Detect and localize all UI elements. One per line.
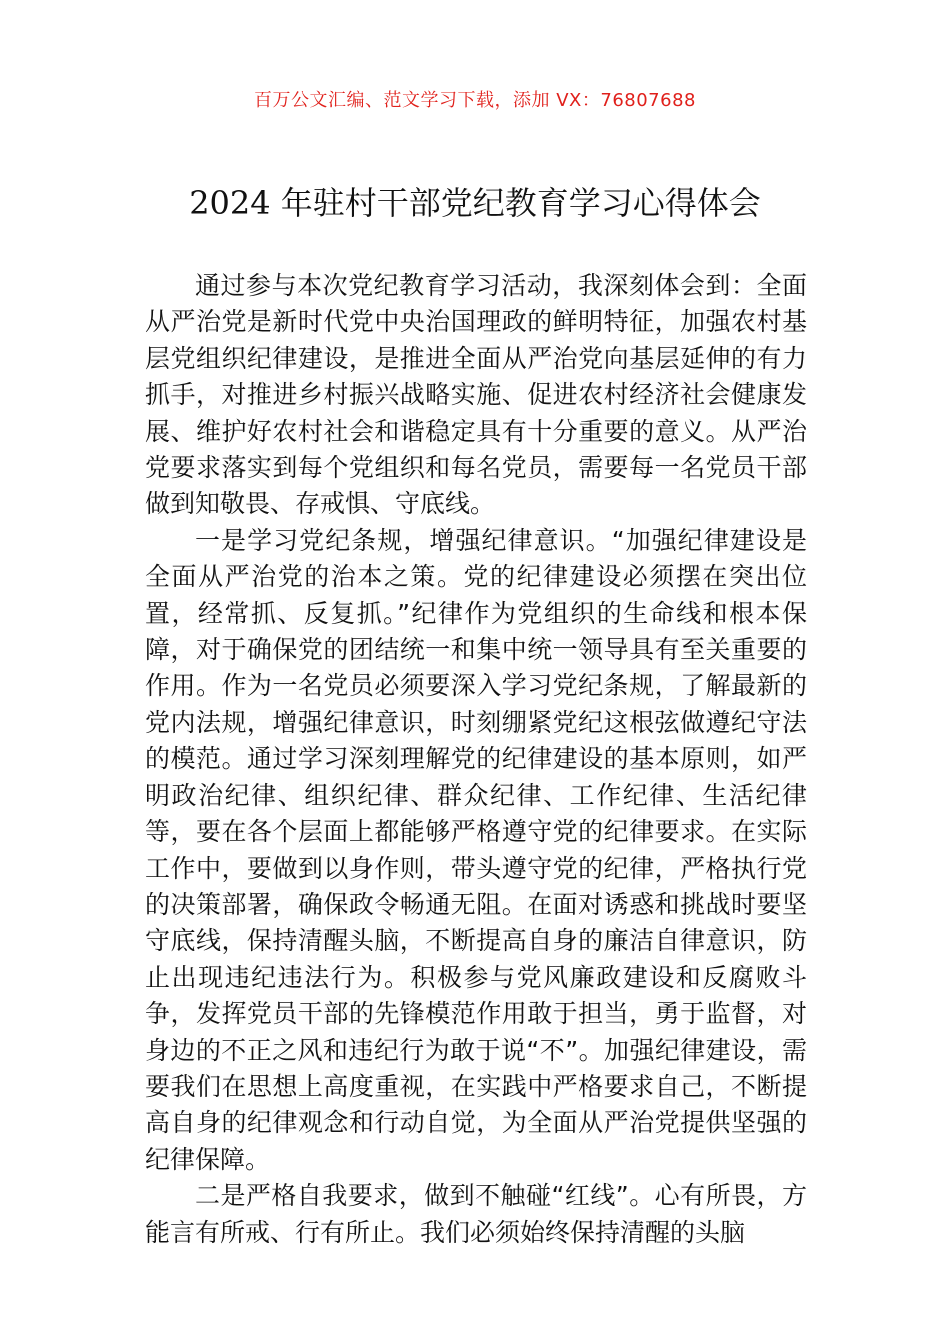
watermark-text: 百万公文汇编、范文学习下载，添加 VX：76807688 [254, 90, 696, 111]
document-title: 2024 年驻村干部党纪教育学习心得体会 [189, 184, 761, 222]
paragraph-2: 一是学习党纪条规，增强纪律意识。“加强纪律建设是全面从严治党的治本之策。党的纪律建设必须摆在突出位置，经常抓、反复抓。”纪律作为党组织的生命线和根本保障，对于确保党的团结统一和集中统一领导具有至关重要的作用。作为一名党员必须要深入学习党纪条规，了解最新的党内法规，增强纪律意识，时刻绷紧党纪这根弦做遵纪守法的模范。通过学习深刻理解党的纪律建设的基本原则，如严明政治纪律、组织纪律、群众纪律、工作纪律、生活纪律等，要在各个层面上都能够严格遵守党的纪律要求。在实际工作中，要做到以身作则，带头遵守党的纪律，严格执行党的决策部署，确保政令畅通无阻。在面对诱惑和挑战时要坚守底线，保持清醒头脑，不断提高自身的廉洁自律意识，防止出现违纪违法行为。积极参与党风廉政建设和反腐败斗争，发挥党员干部的先锋模范作用敢于担当，勇于监督，对身边的不正之风和违纪行为敢于说“不”。加强纪律建设，需要我们在思想上高度重视，在实践中严格要求自己，不断提高自身的纪律观念和行动自觉，为全面从严治党提供坚强的纪律保障。 [145, 525, 807, 1174]
document-body [145, 268, 807, 1251]
paragraph-3: 二是严格自我要求，做到不触碰“红线”。心有所畏，方能言有所戒、行有所止。我们必须始终保持清醒的头脑 [145, 1181, 807, 1247]
paragraph-1: 通过参与本次党纪教育学习活动，我深刻体会到：全面从严治党是新时代党中央治国理政的鲜明特征，加强农村基层党组织纪律建设，是推进全面从严治党向基层延伸的有力抓手，对推进乡村振兴战略实施、促进农村经济社会健康发展、维护好农村社会和谐稳定具有十分重要的意义。从严治党要求落实到每个党组织和每名党员，需要每一名党员干部做到知敬畏、存戒惧、守底线。 [145, 271, 807, 519]
